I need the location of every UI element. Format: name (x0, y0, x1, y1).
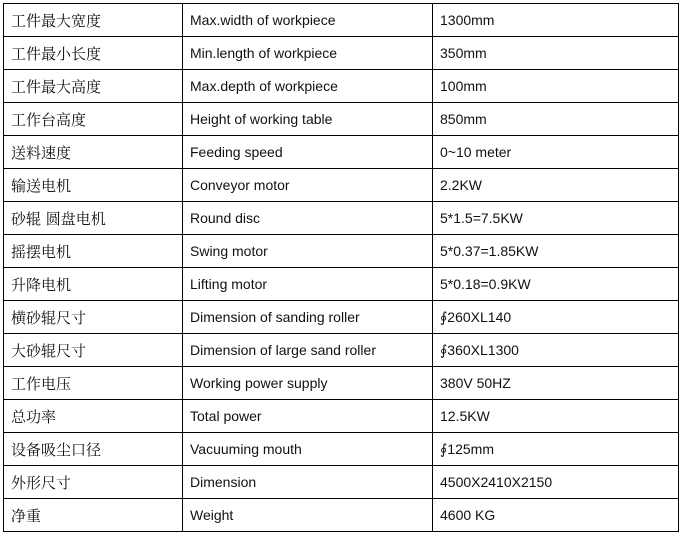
english-label-cell: Lifting motor (183, 268, 433, 301)
table-row (4, 400, 679, 433)
table-row (4, 433, 679, 466)
chinese-label-cell: 工作电压 (4, 367, 183, 400)
english-label-cell: Swing motor (183, 235, 433, 268)
value-cell: 850mm (433, 103, 679, 136)
english-label-cell: Weight (183, 499, 433, 532)
english-label-cell: Vacuuming mouth (183, 433, 433, 466)
value-cell: 0~10 meter (433, 136, 679, 169)
table-row (4, 235, 679, 268)
chinese-label-cell: 工件最小长度 (4, 37, 183, 70)
english-label-cell: Min.length of workpiece (183, 37, 433, 70)
value-cell: 380V 50HZ (433, 367, 679, 400)
value-cell: 5*0.37=1.85KW (433, 235, 679, 268)
english-label-cell: Max.width of workpiece (183, 4, 433, 37)
chinese-label-cell: 砂辊 圆盘电机 (4, 202, 183, 235)
table-row (4, 70, 679, 103)
table-row (4, 334, 679, 367)
value-cell: 4600 KG (433, 499, 679, 532)
table-row (4, 268, 679, 301)
table-row (4, 367, 679, 400)
value-cell: 4500X2410X2150 (433, 466, 679, 499)
english-label-cell: Round disc (183, 202, 433, 235)
chinese-label-cell: 送料速度 (4, 136, 183, 169)
spec-table-body (4, 4, 679, 532)
table-row (4, 301, 679, 334)
chinese-label-cell: 设备吸尘口径 (4, 433, 183, 466)
value-cell: 1300mm (433, 4, 679, 37)
value-cell: 2.2KW (433, 169, 679, 202)
english-label-cell: Dimension (183, 466, 433, 499)
chinese-label-cell: 大砂辊尺寸 (4, 334, 183, 367)
english-label-cell: Dimension of large sand roller (183, 334, 433, 367)
chinese-label-cell: 输送电机 (4, 169, 183, 202)
spec-table (3, 3, 679, 532)
english-label-cell: Total power (183, 400, 433, 433)
chinese-label-cell: 横砂辊尺寸 (4, 301, 183, 334)
chinese-label-cell: 工作台高度 (4, 103, 183, 136)
value-cell: ∮260XL140 (433, 301, 679, 334)
table-row (4, 4, 679, 37)
english-label-cell: Height of working table (183, 103, 433, 136)
english-label-cell: Dimension of sanding roller (183, 301, 433, 334)
chinese-label-cell: 外形尺寸 (4, 466, 183, 499)
value-cell: ∮360XL1300 (433, 334, 679, 367)
value-cell: 5*1.5=7.5KW (433, 202, 679, 235)
value-cell: 12.5KW (433, 400, 679, 433)
table-row (4, 466, 679, 499)
english-label-cell: Conveyor motor (183, 169, 433, 202)
table-row (4, 103, 679, 136)
value-cell: ∮125mm (433, 433, 679, 466)
table-row (4, 136, 679, 169)
table-row (4, 202, 679, 235)
chinese-label-cell: 总功率 (4, 400, 183, 433)
table-row (4, 169, 679, 202)
value-cell: 5*0.18=0.9KW (433, 268, 679, 301)
chinese-label-cell: 净重 (4, 499, 183, 532)
table-row (4, 499, 679, 532)
english-label-cell: Max.depth of workpiece (183, 70, 433, 103)
value-cell: 100mm (433, 70, 679, 103)
chinese-label-cell: 工件最大高度 (4, 70, 183, 103)
chinese-label-cell: 摇摆电机 (4, 235, 183, 268)
chinese-label-cell: 工件最大宽度 (4, 4, 183, 37)
english-label-cell: Working power supply (183, 367, 433, 400)
value-cell: 350mm (433, 37, 679, 70)
chinese-label-cell: 升降电机 (4, 268, 183, 301)
table-row (4, 37, 679, 70)
english-label-cell: Feeding speed (183, 136, 433, 169)
